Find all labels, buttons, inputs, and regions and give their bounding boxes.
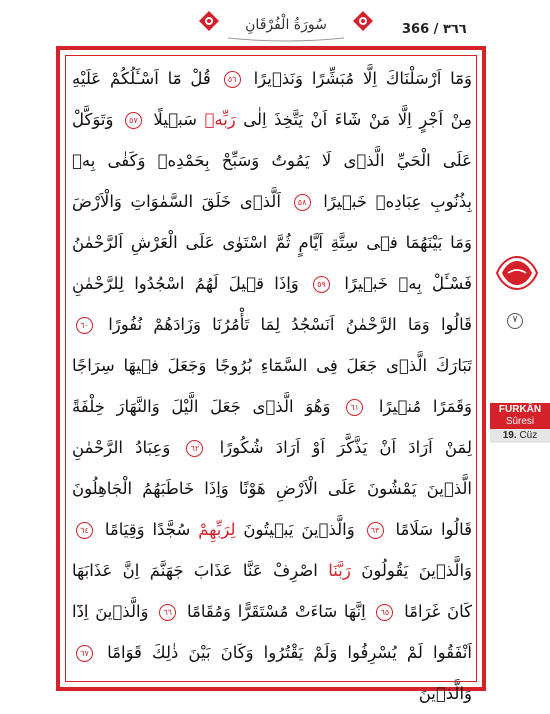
verse-text: اِنَّهَا سَٓاءَتْ مُسْتَقَرًّا وَمُقَامًا xyxy=(180,602,373,621)
verse-text: وَالَّذٖينَ يَقُولُونَ xyxy=(350,561,472,580)
text-line xyxy=(72,509,472,550)
ornament-right-icon xyxy=(352,10,374,32)
ayah-number-marker: ٦٤ xyxy=(76,522,93,539)
ayah-number-marker: ٥٦ xyxy=(224,71,241,88)
text-line xyxy=(72,140,472,181)
verse-text: سُجَّدًا وَقِيَامًا xyxy=(97,520,199,539)
verse-text: وَمَا بَيْنَهُمَا فٖى سِتَّةِ اَيَّامٍ ثُمَّ اسْتَوٰى عَلَى الْعَرْشِ اَلرَّحْمٰنُ xyxy=(72,233,472,252)
ayah-number-marker: ٦٣ xyxy=(367,522,384,539)
verse-text: بِذُنُوبِ عِبَادِهٖ خَبٖيرًا xyxy=(314,192,472,211)
verse-text: فَسْـَٔلْ بِهٖ خَبٖيرًا xyxy=(334,274,472,293)
ornament-left-icon xyxy=(198,10,220,32)
sajdah-number: ٧ xyxy=(507,313,523,329)
text-line xyxy=(72,181,472,222)
verse-text: وَقَمَرًا مُنٖيرًا xyxy=(367,397,472,416)
ayah-number-marker: ٦٧ xyxy=(76,645,93,662)
ayah-number-marker: ٦٦ xyxy=(159,604,176,621)
text-line xyxy=(72,468,472,509)
highlighted-word: لِرَبِّهِمْ xyxy=(198,520,236,539)
verse-text: اصْرِفْ عَنَّا عَذَابَ جَهَنَّمَ اِنَّ عَذَابَهَا xyxy=(72,561,329,580)
verse-text: قَالُوا سَلَامًا xyxy=(387,520,472,539)
quran-text-block xyxy=(72,58,472,714)
text-line xyxy=(72,673,472,714)
verse-text: وَهُوَ الَّذٖى جَعَلَ الَّيْلَ وَالنَّهَارَ خِلْفَةً xyxy=(72,397,343,416)
ayah-number-marker: ٦١ xyxy=(346,399,363,416)
ayah-number-marker: ٥٩ xyxy=(313,276,330,293)
verse-text: وَالَّذٖينَ xyxy=(418,684,472,703)
ayah-number-marker: ٦٢ xyxy=(186,440,203,457)
page-number: 366 / ٣٦٦ xyxy=(402,22,467,37)
surah-title-cartouche xyxy=(222,14,350,42)
juz-label xyxy=(490,429,550,443)
text-line xyxy=(72,386,472,427)
juz-number: 19. xyxy=(502,430,517,441)
verse-text: وَمَٓا اَرْسَلْنَاكَ اِلَّا مُبَشِّرًا وَنَذٖيرًا xyxy=(244,69,472,88)
surah-tab-header xyxy=(490,403,550,429)
ayah-number-marker: ٦٠ xyxy=(76,317,93,334)
text-line xyxy=(72,222,472,263)
verse-text: اَنْفَقُوا لَمْ يُسْرِفُوا وَلَمْ يَقْتُرُوا وَكَانَ بَيْنَ ذٰلِكَ قَوَامًا xyxy=(97,643,472,662)
juz-word: Cüz xyxy=(519,430,538,441)
verse-text: قُلْ مَٓا اَسْـَٔلُكُمْ عَلَيْهِ xyxy=(72,69,220,88)
verse-text: لِمَنْ اَرَادَ اَنْ يَذَّكَّرَ اَوْ اَرَادَ شُكُورًا xyxy=(207,438,472,457)
highlighted-word: رَبَّنَا xyxy=(328,561,351,580)
verse-text: الَّذٖينَ يَمْشُونَ عَلَى الْاَرْضِ هَوْنًا وَاِذَا خَاطَبَهُمُ الْجَاهِلُونَ xyxy=(72,479,472,498)
verse-text: وَتَوَكَّلْ xyxy=(72,110,121,129)
sajdah-marker-icon xyxy=(495,255,539,291)
ayah-number-marker: ٦٥ xyxy=(376,604,393,621)
verse-text: عَلَى الْحَيِّ الَّذٖى لَا يَمُوتُ وَسَبِّحْ بِحَمْدِهٖ وَكَفٰى بِهٖ xyxy=(72,151,472,170)
surah-tab-name: FURKÂN xyxy=(498,404,542,415)
verse-text: سَبٖيلًا xyxy=(145,110,205,129)
page-header xyxy=(0,0,550,46)
verse-text: تَبَارَكَ الَّذٖى جَعَلَ فِى السَّمَٓاءِ بُرُوجًا وَجَعَلَ فٖيهَا سِرَاجًا xyxy=(72,356,472,375)
ayah-number-marker: ٥٧ xyxy=(125,112,142,129)
verse-text: قَالُوا وَمَا الرَّحْمٰنُ اَنَسْجُدُ لِمَا تَأْمُرُنَا وَزَادَهُمْ نُفُورًا xyxy=(97,315,472,334)
ayah-number-marker: ٥٨ xyxy=(294,194,311,211)
surah-title: سُورَةُ الْفُرْقَانِ xyxy=(245,17,327,33)
text-line xyxy=(72,632,472,673)
text-line xyxy=(72,99,472,140)
text-line xyxy=(72,263,472,304)
verse-text: وَعِبَادُ الرَّحْمٰنِ xyxy=(72,438,183,457)
verse-text: وَالَّذٖينَ اِذَٓا xyxy=(72,602,156,621)
surah-tab-sub: Sûresi xyxy=(505,416,535,427)
text-line xyxy=(72,58,472,99)
verse-text: وَاِذَا قٖيلَ لَهُمُ اسْجُدُوا لِلرَّحْمٰنِ xyxy=(72,274,310,293)
verse-text: اَلَّذٖى خَلَقَ السَّمٰوَاتِ وَالْاَرْضَ xyxy=(72,192,290,211)
text-line xyxy=(72,345,472,386)
text-line xyxy=(72,591,472,632)
surah-tab[interactable] xyxy=(490,403,550,443)
verse-text: مِنْ اَجْرٍ اِلَّا مَنْ شَٓاءَ اَنْ يَتَّخِذَ اِلٰى xyxy=(235,110,472,129)
verse-text: كَانَ غَرَامًا xyxy=(397,602,472,621)
text-line xyxy=(72,427,472,468)
text-line xyxy=(72,304,472,345)
text-line xyxy=(72,550,472,591)
highlighted-word: رَبِّهٖ xyxy=(204,110,236,129)
verse-text: وَالَّذٖينَ يَبٖيتُونَ xyxy=(235,520,363,539)
